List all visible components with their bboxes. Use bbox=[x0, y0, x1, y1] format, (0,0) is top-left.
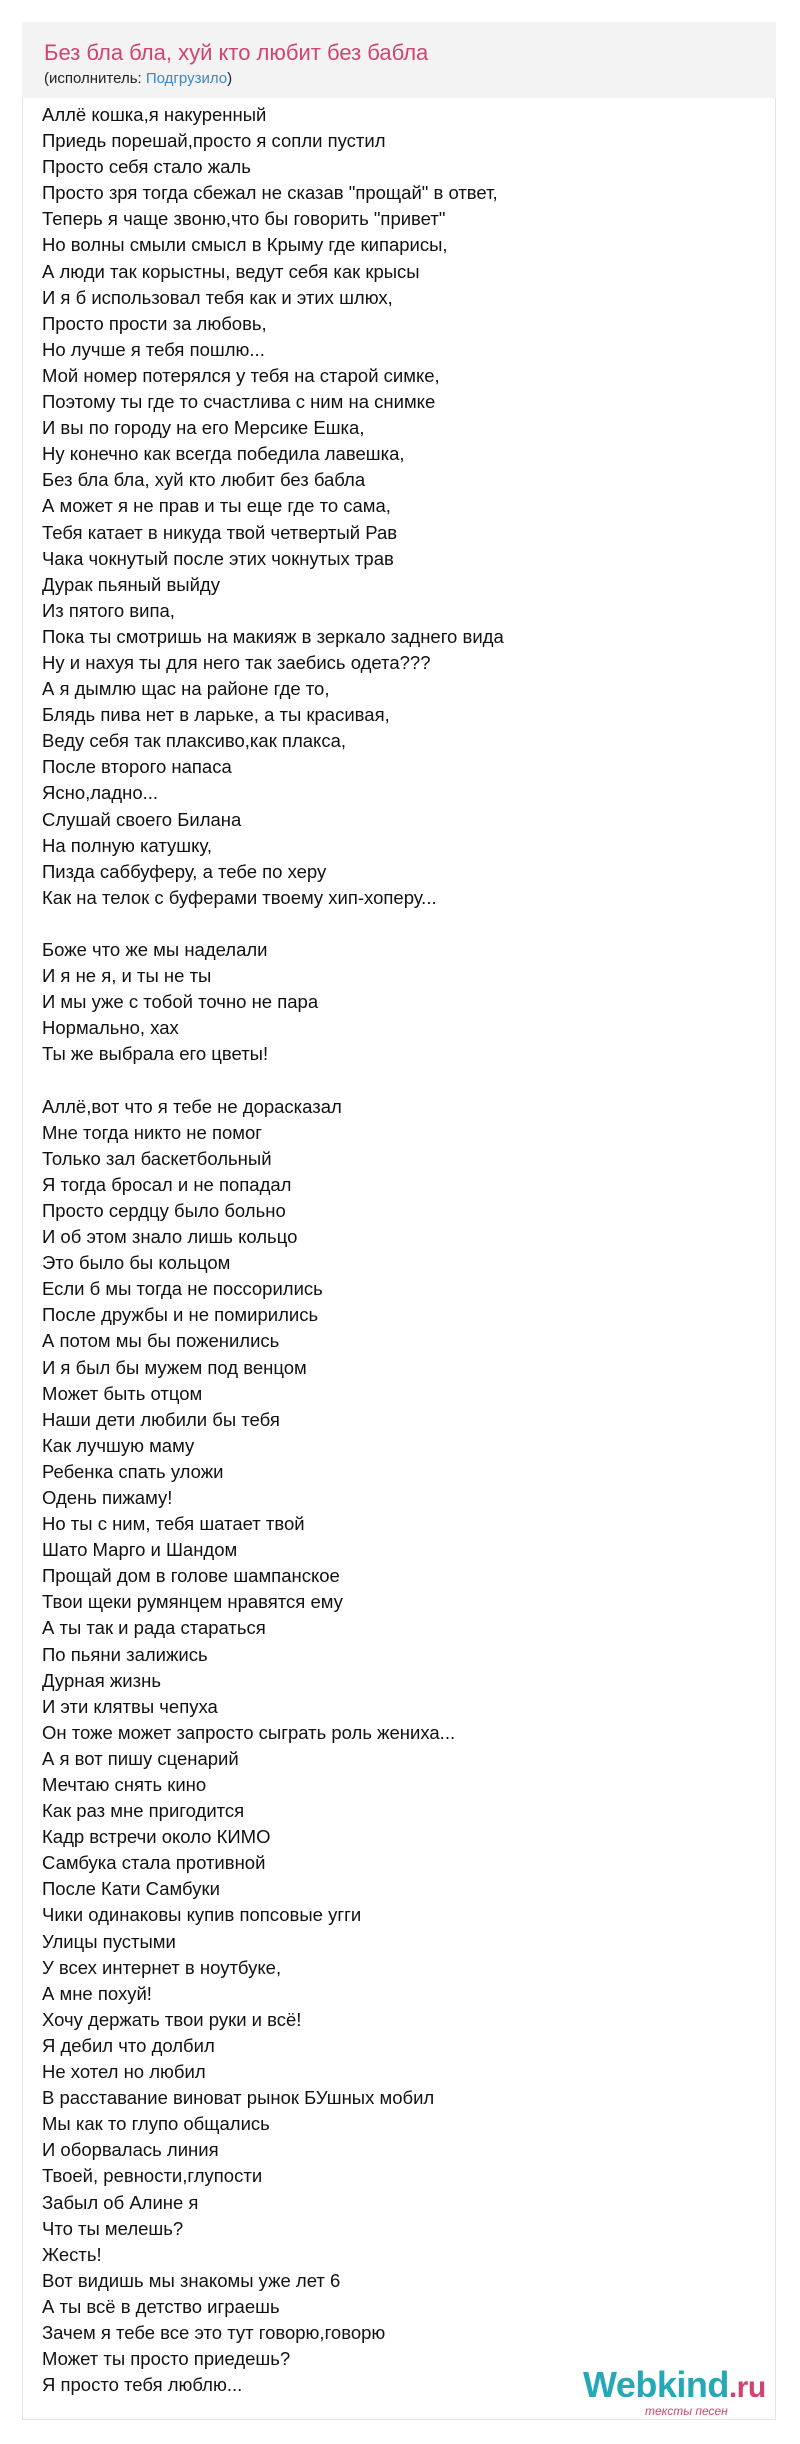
lyric-line: И оборвалась линия bbox=[42, 2139, 219, 2161]
lyric-line: Слушай своего Билана bbox=[42, 808, 242, 830]
lyric-line: После дружбы и не помирились bbox=[42, 1304, 319, 1326]
lyric-line: Если б мы тогда не поссорились bbox=[42, 1278, 323, 1300]
lyric-line: Это было бы кольцом bbox=[42, 1252, 231, 1274]
lyric-line: Теперь я чаще звоню,что бы говорить "привет" bbox=[42, 208, 446, 230]
lyric-line: По пьяни залижись bbox=[42, 1643, 208, 1665]
lyric-line: Может ты просто приедешь? bbox=[42, 2348, 291, 2370]
lyric-line: Ну и нахуя ты для него так заебись одета??? bbox=[42, 651, 431, 673]
lyric-line: Самбука стала противной bbox=[42, 1852, 266, 1874]
lyric-line: У всех интернет в ноутбуке, bbox=[42, 1956, 282, 1978]
lyric-line: Я тогда бросал и не попадал bbox=[42, 1173, 292, 1195]
lyric-line: И об этом знало лишь кольцо bbox=[42, 1226, 298, 1248]
lyric-line: Веду себя так плаксиво,как плакса, bbox=[42, 730, 347, 752]
lyric-line: Твои щеки румянцем нравятся ему bbox=[42, 1591, 343, 1613]
lyric-line: Не хотел но любил bbox=[42, 2061, 206, 2083]
lyric-line: И вы по городу на его Мерсике Ешка, bbox=[42, 417, 365, 439]
lyric-line: Как лучшую маму bbox=[42, 1434, 195, 1456]
lyric-line: Вот видишь мы знакомы уже лет 6 bbox=[42, 2269, 341, 2291]
lyric-line: Может быть отцом bbox=[42, 1382, 203, 1404]
logo-wordmark bbox=[583, 2364, 766, 2406]
lyric-line: Чака чокнутый после этих чокнутых трав bbox=[42, 547, 394, 569]
lyric-line: Зачем я тебе все это тут говорю,говорю bbox=[42, 2321, 386, 2343]
artist-line bbox=[44, 70, 232, 87]
lyric-line: Просто сердцу было больно bbox=[42, 1199, 286, 1221]
lyric-line: Мы как то глупо общались bbox=[42, 2113, 270, 2135]
lyric-line: Чики одинаковы купив попсовые угги bbox=[42, 1904, 362, 1926]
stanza-break bbox=[42, 911, 742, 937]
lyrics-body bbox=[42, 102, 742, 2398]
lyric-line: Я дебил что долбил bbox=[42, 2034, 215, 2056]
lyric-line: Ясно,ладно... bbox=[42, 782, 159, 804]
lyric-line: Тебя катает в никуда твой четвертый Рав bbox=[42, 521, 398, 543]
lyric-line: Но ты с ним, тебя шатает твой bbox=[42, 1513, 305, 1535]
lyric-line: Просто прости за любовь, bbox=[42, 312, 267, 334]
lyric-line: Пизда саббуферу, а тебе по херу bbox=[42, 860, 327, 882]
lyric-line: Но лучше я тебя пошлю... bbox=[42, 338, 265, 360]
lyric-line: А потом мы бы поженились bbox=[42, 1330, 280, 1352]
lyric-line: Он тоже может запросто сыграть роль жениха... bbox=[42, 1721, 456, 1743]
lyric-line: А я дымлю щас на районе где то, bbox=[42, 678, 330, 700]
lyric-line: А ты всё в детство играешь bbox=[42, 2295, 280, 2317]
lyric-line: И я был бы мужем под венцом bbox=[42, 1356, 307, 1378]
lyric-line: Только зал баскетбольный bbox=[42, 1147, 272, 1169]
lyric-line: Что ты мелешь? bbox=[42, 2217, 184, 2239]
lyric-line: Приедь порешай,просто я сопли пустил bbox=[42, 130, 386, 152]
artist-suffix: ) bbox=[227, 70, 233, 87]
lyric-line: Блядь пива нет в ларьке, а ты красивая, bbox=[42, 704, 390, 726]
lyric-line: А может я не прав и ты еще где то сама, bbox=[42, 495, 391, 517]
lyric-line: Мой номер потерялся у тебя на старой симке, bbox=[42, 364, 440, 386]
lyric-line: Дурная жизнь bbox=[42, 1669, 161, 1691]
lyric-line: Одень пижаму! bbox=[42, 1486, 173, 1508]
logo-tagline: тексты песен bbox=[645, 2404, 728, 2418]
lyric-line: Но волны смыли смысл в Крыму где кипарисы, bbox=[42, 234, 448, 256]
lyric-line: Шато Марго и Шандом bbox=[42, 1539, 238, 1561]
lyric-line: Забыл об Алине я bbox=[42, 2191, 199, 2213]
lyric-line: Мне тогда никто не помог bbox=[42, 1121, 263, 1143]
lyric-line: Как раз мне пригодится bbox=[42, 1800, 245, 1822]
lyric-line: Без бла бла, хуй кто любит без бабла bbox=[42, 469, 366, 491]
lyric-line: Твоей, ревности,глупости bbox=[42, 2165, 263, 2187]
lyric-line: И эти клятвы чепуха bbox=[42, 1695, 218, 1717]
lyric-line: В расставание виноват рынок БУшных мобил bbox=[42, 2087, 435, 2109]
page-title: Без бла бла, хуй кто любит без бабла bbox=[44, 40, 429, 65]
lyric-line: Ты же выбрала его цветы! bbox=[42, 1043, 269, 1065]
artist-link[interactable]: Подгрузило bbox=[145, 70, 228, 87]
logo-name: Webkind bbox=[583, 2364, 729, 2405]
lyric-line: Ну конечно как всегда победила лавешка, bbox=[42, 443, 405, 465]
lyric-line: Улицы пустыми bbox=[42, 1930, 176, 1952]
lyric-line: Поэтому ты где то счастлива с ним на снимке bbox=[42, 391, 436, 413]
lyric-line: Дурак пьяный выйду bbox=[42, 573, 220, 595]
lyric-line: Ребенка спать уложи bbox=[42, 1460, 224, 1482]
lyric-line: И я не я, и ты не ты bbox=[42, 965, 212, 987]
lyric-line: Боже что же мы наделали bbox=[42, 939, 268, 960]
webkind-logo[interactable] bbox=[583, 2364, 766, 2424]
lyric-line: Просто зря тогда сбежал не сказав "прощай" в ответ, bbox=[42, 182, 498, 204]
logo-suffix: .ru bbox=[728, 2371, 766, 2404]
lyric-line: Жесть! bbox=[42, 2243, 102, 2265]
lyric-line: Нормально, хах bbox=[42, 1017, 179, 1039]
lyric-line: Я просто тебя люблю... bbox=[42, 2374, 243, 2396]
lyric-line: Пока ты смотришь на макияж в зеркало заднего вида bbox=[42, 625, 504, 647]
lyric-line: И мы уже с тобой точно не пара bbox=[42, 991, 319, 1013]
lyric-line: Кадр встречи около КИМО bbox=[42, 1826, 271, 1848]
lyric-line: Как на телок с буферами твоему хип-хоперу... bbox=[42, 886, 437, 908]
lyric-line: Хочу держать твои руки и всё! bbox=[42, 2008, 302, 2030]
lyric-line: Просто себя стало жаль bbox=[42, 156, 251, 178]
lyric-line: А люди так корыстны, ведут себя как крысы bbox=[42, 260, 420, 282]
lyric-line: А ты так и рада стараться bbox=[42, 1617, 266, 1639]
lyric-line: Из пятого випа, bbox=[42, 599, 175, 621]
lyric-line: А мне похуй! bbox=[42, 1982, 152, 2004]
lyric-line: Аллё кошка,я накуренный bbox=[42, 104, 267, 125]
lyric-line: Наши дети любили бы тебя bbox=[42, 1408, 280, 1430]
lyric-line: А я вот пишу сценарий bbox=[42, 1747, 239, 1769]
lyric-line: И я б использовал тебя как и этих шлюх, bbox=[42, 286, 393, 308]
lyric-line: После второго напаса bbox=[42, 756, 232, 778]
stanza-break bbox=[42, 1067, 742, 1093]
artist-prefix: (исполнитель: bbox=[44, 70, 146, 87]
lyric-line: Прощай дом в голове шампанское bbox=[42, 1565, 340, 1587]
lyric-line: Аллё,вот что я тебе не дорасказал bbox=[42, 1095, 342, 1117]
lyric-line: Мечтаю снять кино bbox=[42, 1774, 207, 1795]
lyric-line: На полную катушку, bbox=[42, 834, 212, 856]
lyric-line: После Кати Самбуки bbox=[42, 1878, 220, 1900]
